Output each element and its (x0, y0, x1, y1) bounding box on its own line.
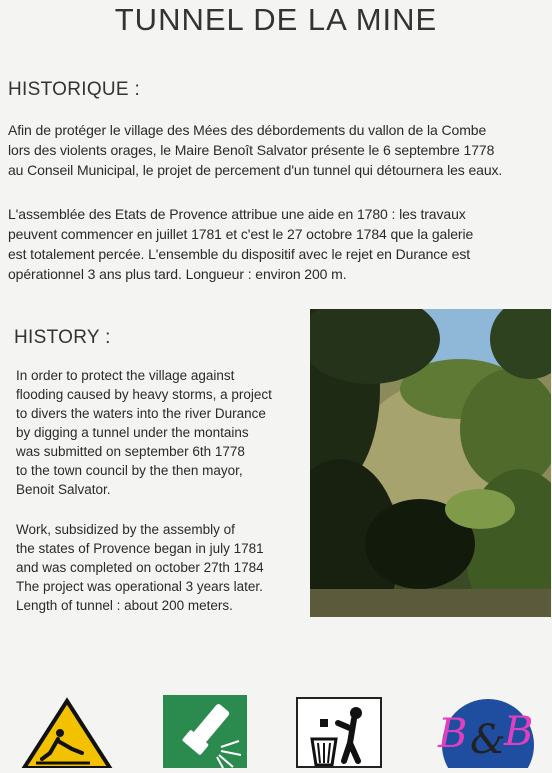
mandatory-sign-icon (430, 697, 548, 768)
text-line: The project was operational 3 years later. (16, 579, 263, 594)
french-paragraph-1 (8, 120, 544, 180)
text-line: was submitted on september 6th 1778 (16, 444, 245, 459)
text-line: In order to protect the village against (16, 368, 235, 383)
flashlight-icon (163, 695, 247, 768)
text-line: and was completed on october 27th 1784 (16, 560, 264, 575)
text-line: peuvent commencer en juillet 1781 et c'est le 27 octobre 1784 que la galerie (8, 226, 474, 242)
text-line: to divers the waters into the river Durance (16, 406, 266, 421)
english-paragraph-2 (16, 520, 301, 615)
english-heading: HISTORY : (14, 327, 111, 348)
tunnel-photo (310, 309, 551, 617)
litter-bin-icon (296, 697, 382, 768)
slippery-warning-icon (20, 697, 114, 768)
svg-text:B: B (438, 711, 468, 757)
svg-text:B: B (504, 709, 534, 755)
text-line: by digging a tunnel under the montains (16, 425, 249, 440)
text-line: lors des violents orages, le Maire Benoît Salvator présente le 6 septembre 1778 (8, 142, 495, 158)
text-line: flooding caused by heavy storms, a project (16, 387, 272, 402)
english-paragraph-1 (16, 366, 301, 499)
text-line: Afin de protéger le village des Mées des débordements du vallon de la Combe (8, 122, 487, 138)
text-line: the states of Provence began in july 1781 (16, 541, 264, 556)
text-line: est totalement percée. L'ensemble du dispositif avec le rejet en Durance est (8, 246, 471, 262)
text-line: Benoit Salvator. (16, 482, 111, 497)
text-line: opérationnel 3 ans plus tard. Longueur : environ 200 m. (8, 266, 347, 282)
text-line: Work, subsidized by the assembly of (16, 522, 235, 537)
text-line: to the town council by the then mayor, (16, 463, 243, 478)
french-heading: HISTORIQUE : (8, 79, 141, 100)
svg-text:&: & (470, 717, 506, 763)
text-line: Length of tunnel : about 200 meters. (16, 598, 233, 613)
text-line: au Conseil Municipal, le projet de percement d'un tunnel qui détournera les eaux. (8, 162, 503, 178)
page-title: TUNNEL DE LA MINE (114, 2, 438, 37)
text-line: L'assemblée des Etats de Provence attribue une aide en 1780 : les travaux (8, 206, 466, 222)
french-paragraph-2 (8, 204, 544, 284)
